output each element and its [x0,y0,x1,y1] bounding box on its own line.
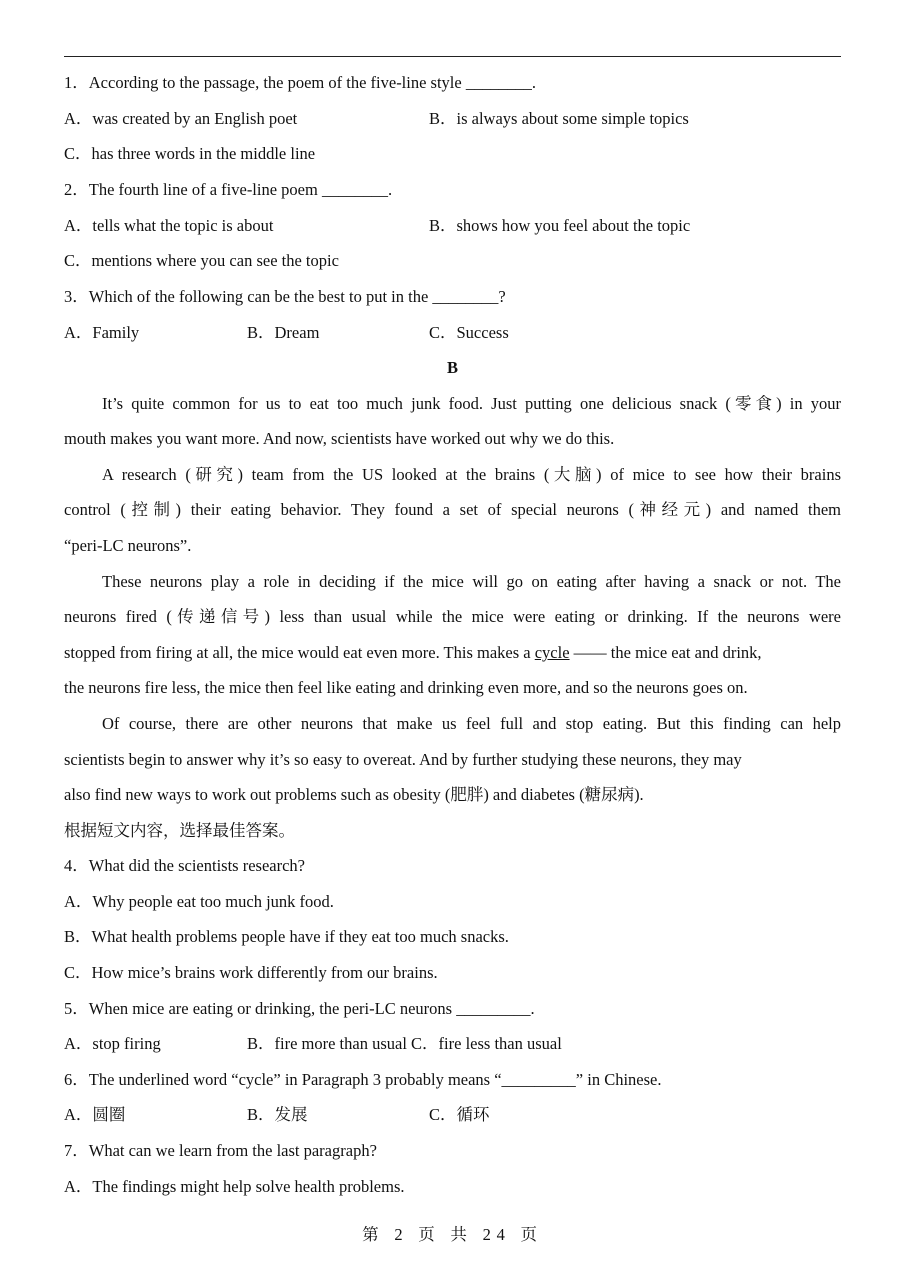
question-2-option-a[interactable]: A．tells what the topic is about [64,216,274,235]
passage-p1-line2: mouth makes you want more. And now, scientists have worked out why we do this. [64,429,615,448]
question-2-option-c[interactable]: C．mentions where you can see the topic [64,251,339,270]
question-7-stem: 7．What can we learn from the last paragraph? [64,1141,377,1160]
underlined-word-cycle: cycle [534,643,570,662]
passage-p3-line2: neurons fired (传递信号) less than usual while the mice were eating or drinking. If the neurons were [64,607,841,626]
passage-p4-line1: Of course, there are other neurons that make us feel full and stop eating. But this finding can help [102,714,841,733]
question-4-option-c[interactable]: C．How mice’s brains work differently from our brains. [64,963,438,982]
passage-p2-line1: A research (研究) team from the US looked at the brains (大脑) of mice to see how their brains [102,465,841,484]
question-6-option-b[interactable]: B．发展 [247,1105,308,1124]
passage-p4-line2: scientists begin to answer why it’s so easy to overeat. And by further studying these neurons, they may [64,750,742,769]
passage-p3-line3-start: stopped from firing at all, the mice would eat even more. This makes a [64,643,535,662]
section-b-heading: B [446,358,458,377]
question-5-option-a[interactable]: A．stop firing [64,1034,161,1053]
question-1-option-c[interactable]: C．has three words in the middle line [64,144,316,163]
question-4-option-b[interactable]: B．What health problems people have if they eat too much snacks. [64,927,509,946]
question-6-stem: 6．The underlined word “cycle” in Paragraph 3 probably means “_________” in Chinese. [64,1070,662,1089]
question-1-stem: 1．According to the passage, the poem of the five-line style ________. [64,73,536,92]
question-4-stem: 4．What did the scientists research? [64,856,305,875]
question-5-option-c[interactable]: C．fire less than usual [411,1034,562,1053]
header-rule [64,56,841,57]
passage-p4-line3: also find new ways to work out problems such as obesity (肥胖) and diabetes (糖尿病). [64,785,644,804]
question-6-option-c[interactable]: C．循环 [429,1105,490,1124]
page-footer: 第 2 页 共 24 页 [362,1225,543,1244]
question-2-option-b[interactable]: B．shows how you feel about the topic [429,216,691,235]
passage-p3-line4: the neurons fire less, the mice then feel like eating and drinking even more, and so the neurons goes on. [64,678,748,697]
question-5-options-bc [247,1033,562,1055]
question-3-option-b[interactable]: B．Dream [247,323,320,342]
passage-p1-line1: It’s quite common for us to eat too much junk food. Just putting one delicious snack (零食) in your [102,394,841,413]
passage-p3-line3-end: —— the mice eat and drink, [569,643,762,662]
instruction-text: 根据短文内容，选择最佳答案。 [64,821,295,840]
question-4-option-a[interactable]: A．Why people eat too much junk food. [64,892,334,911]
passage-p3-line3 [64,642,762,664]
passage-p2-line3: “peri-LC neurons”. [64,536,192,555]
question-5-stem: 5．When mice are eating or drinking, the peri-LC neurons _________. [64,999,535,1018]
question-1-option-b[interactable]: B．is always about some simple topics [429,109,689,128]
question-5-option-b[interactable]: B．fire more than usual [247,1034,407,1053]
question-2-stem: 2．The fourth line of a five-line poem ________. [64,180,393,199]
question-3-option-a[interactable]: A．Family [64,323,140,342]
question-1-option-a[interactable]: A．was created by an English poet [64,109,298,128]
question-6-option-a[interactable]: A．圆圈 [64,1105,126,1124]
question-3-option-c[interactable]: C．Success [429,323,509,342]
passage-p3-line1: These neurons play a role in deciding if the mice will go on eating after having a snack or not. The [102,572,841,591]
passage-p2-line2: control (控制) their eating behavior. They found a set of special neurons (神经元) and named them [64,500,841,519]
question-7-option-a[interactable]: A．The findings might help solve health problems. [64,1177,405,1196]
question-3-stem: 3．Which of the following can be the best to put in the ________? [64,287,506,306]
